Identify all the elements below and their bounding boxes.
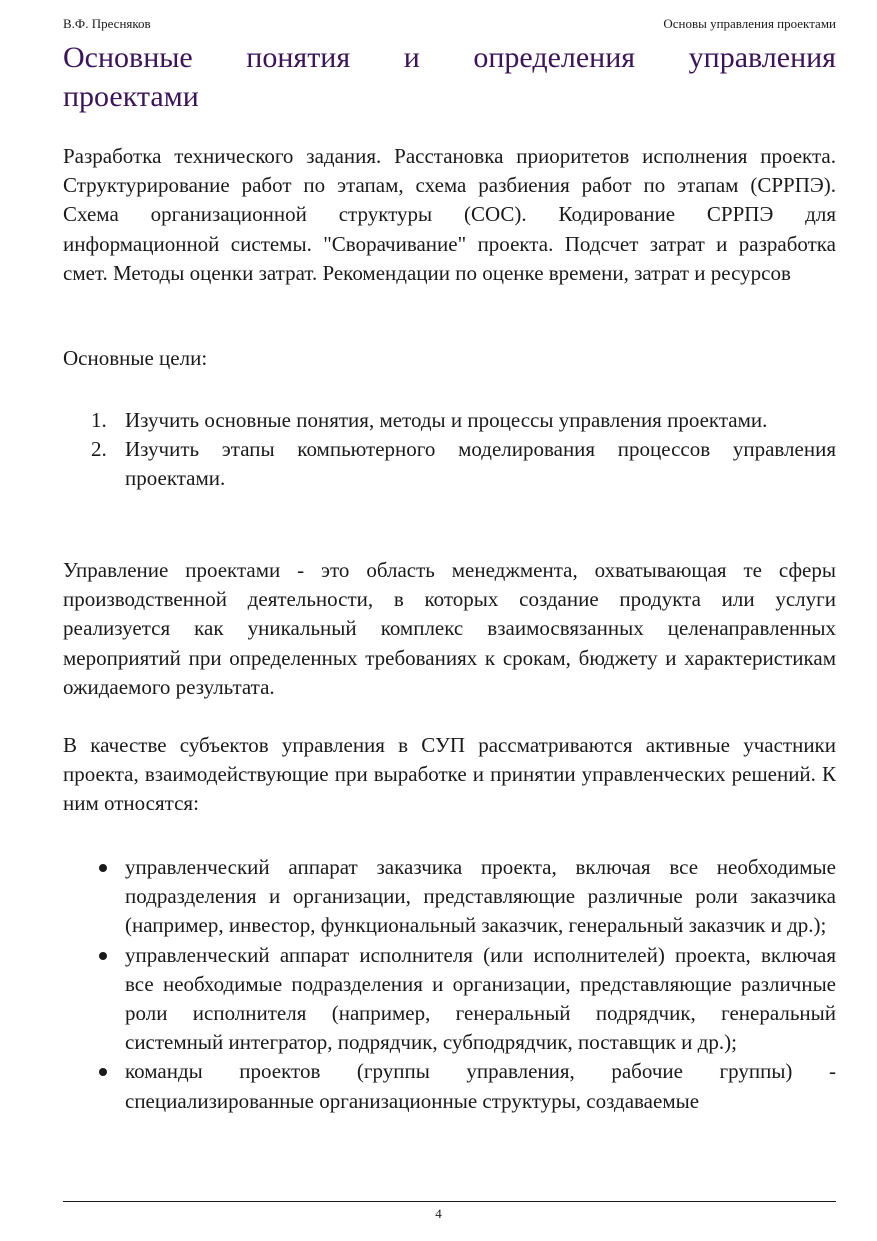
bullet-icon [99,1068,107,1076]
page-number: 4 [435,1206,442,1221]
page-title-line-2: проектами [63,80,199,113]
goal-text: Изучить этапы компьютерного моделирования процессов управления проектами. [125,437,836,491]
page-title-line-1: Основные понятия и определения управления [63,41,836,74]
list-item [63,1057,836,1115]
list-item [63,941,836,1058]
intro-paragraph: Разработка технического задания. Расстановка приоритетов исполнения проекта. Структурирование работ по этапам, схема разбиения работ по этапам (СРРПЭ). Схема организационной структуры (СОС). Кодирование СРРПЭ для информационной системы. "Сворачивание" проекта. Подсчет затрат и разработка смет. Методы оценки затрат. Рекомендации по оценке времени, затрат и ресурсов [63,144,836,285]
subjects-intro-paragraph: В качестве субъектов управления в СУП рассматриваются активные участники проекта, взаимодействующие при выработке и принятии управленческих решений. К ним относятся: [63,733,836,816]
list-item [63,435,836,493]
bullet-icon [99,864,107,872]
header-course-title: Основы управления проектами [663,16,836,31]
running-header [63,16,836,32]
goals-heading: Основные цели: [63,346,208,370]
goals-list [63,406,836,494]
footer-divider [63,1201,836,1202]
subject-text: управленческий аппарат заказчика проекта, включая все необходимые подразделения и организации, представляющие различные роли заказчика (например, инвестор, функциональный заказчик, генеральный заказчик и др.); [125,855,836,938]
header-author: В.Ф. Пресняков [63,16,151,31]
goal-number: 1. [91,408,107,432]
list-item [63,853,836,941]
subject-text: управленческий аппарат исполнителя (или исполнителей) проекта, включая все необходимые подразделения и организации, представляющие различные роли исполнителя (например, генеральный подрядчик, генеральный системный интегратор, подрядчик, субподрядчик, поставщик и др.); [125,942,836,1055]
definition-paragraph: Управление проектами - это область менеджмента, охватывающая те сферы производственной деятельности, в которых создание продукта или услуги реализуется как уникальный комплекс взаимосвязанных целенаправленных мероприятий при определенных требованиях к срокам, бюджету и характеристикам ожидаемого результата. [63,558,836,699]
goal-number: 2. [91,437,107,462]
bullet-icon [99,952,107,960]
list-item [63,406,836,435]
subjects-list [63,853,836,1116]
subject-text: команды проектов (группы управления, рабочие группы) - специализированные организационные структуры, создаваемые [125,1059,836,1113]
goal-text: Изучить основные понятия, методы и процессы управления проектами. [125,408,768,432]
page-title [63,38,836,116]
